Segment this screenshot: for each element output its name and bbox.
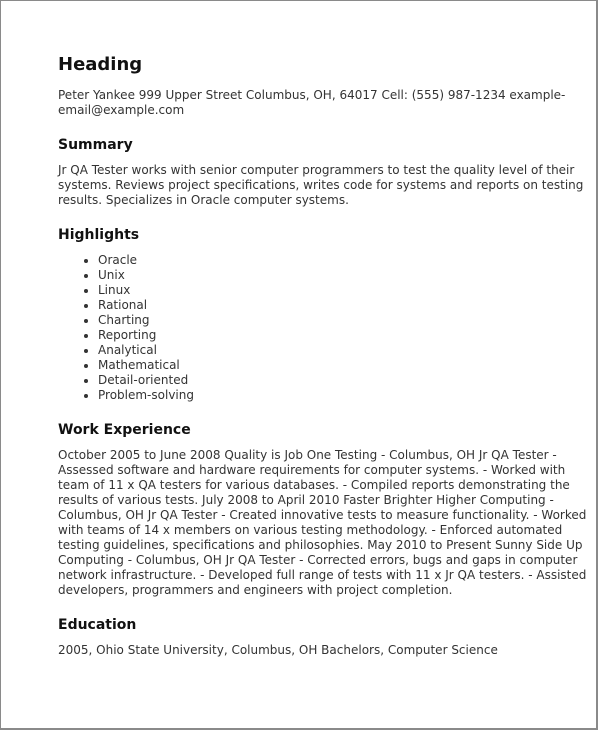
summary-title: Summary — [58, 137, 133, 153]
list-item: • Mathematical — [98, 358, 591, 373]
work-experience-text: October 2005 to June 2008 Quality is Job One Testing - Columbus, OH Jr QA Tester - Assessed software and hardware requirements for computer systems. - Worked with team of 11 x QA testers for various databases. - Compiled reports demonstrating the results of various tests. July 2008 to April 2010 Faster Brighter Higher Computing - Columbus, OH Jr QA Tester - Created innovative tests to measure functionality. - Worked with teams of 14 x members on various testing methodology. - Enforced automated testing guidelines, specifications and philosophies. May 2010 to Present Sunny Side Up Computing - Columbus, OH Jr QA Tester - Corrected errors, bugs and gaps in computer network infrastructure. - Developed full range of tests with 11 x Jr QA testers. - Assisted developers, programmers and engineers with project completion. — [58, 448, 587, 597]
list-item: • Linux — [98, 283, 591, 298]
summary-text: Jr QA Tester works with senior computer programmers to test the quality level of their systems. Reviews project specifications, writes code for systems and reports on testing results. Specializes in Oracle computer systems. — [58, 163, 584, 207]
list-item: • Unix — [98, 268, 591, 283]
contact-info: Peter Yankee 999 Upper Street Columbus, OH, 64017 Cell: (555) 987-1234 example-email@example.com — [58, 88, 566, 117]
education-text: 2005, Ohio State University, Columbus, OH Bachelors, Computer Science — [58, 643, 498, 657]
list-item: • Reporting — [98, 328, 591, 343]
list-item: • Detail-oriented — [98, 373, 591, 388]
resume-heading: Heading — [58, 54, 143, 75]
highlights-section — [58, 225, 591, 403]
education-section — [58, 615, 591, 658]
list-item: • Problem-solving — [98, 388, 591, 403]
work-experience-title: Work Experience — [58, 422, 191, 438]
list-item: • Charting — [98, 313, 591, 328]
education-title: Education — [58, 617, 137, 633]
resume-content — [58, 51, 591, 658]
summary-section — [58, 135, 591, 208]
list-item: • Analytical — [98, 343, 591, 358]
list-item: • Oracle — [98, 253, 591, 268]
list-item: • Rational — [98, 298, 591, 313]
highlights-title: Highlights — [58, 227, 140, 243]
highlights-list — [58, 253, 591, 403]
work-experience-section — [58, 420, 591, 598]
